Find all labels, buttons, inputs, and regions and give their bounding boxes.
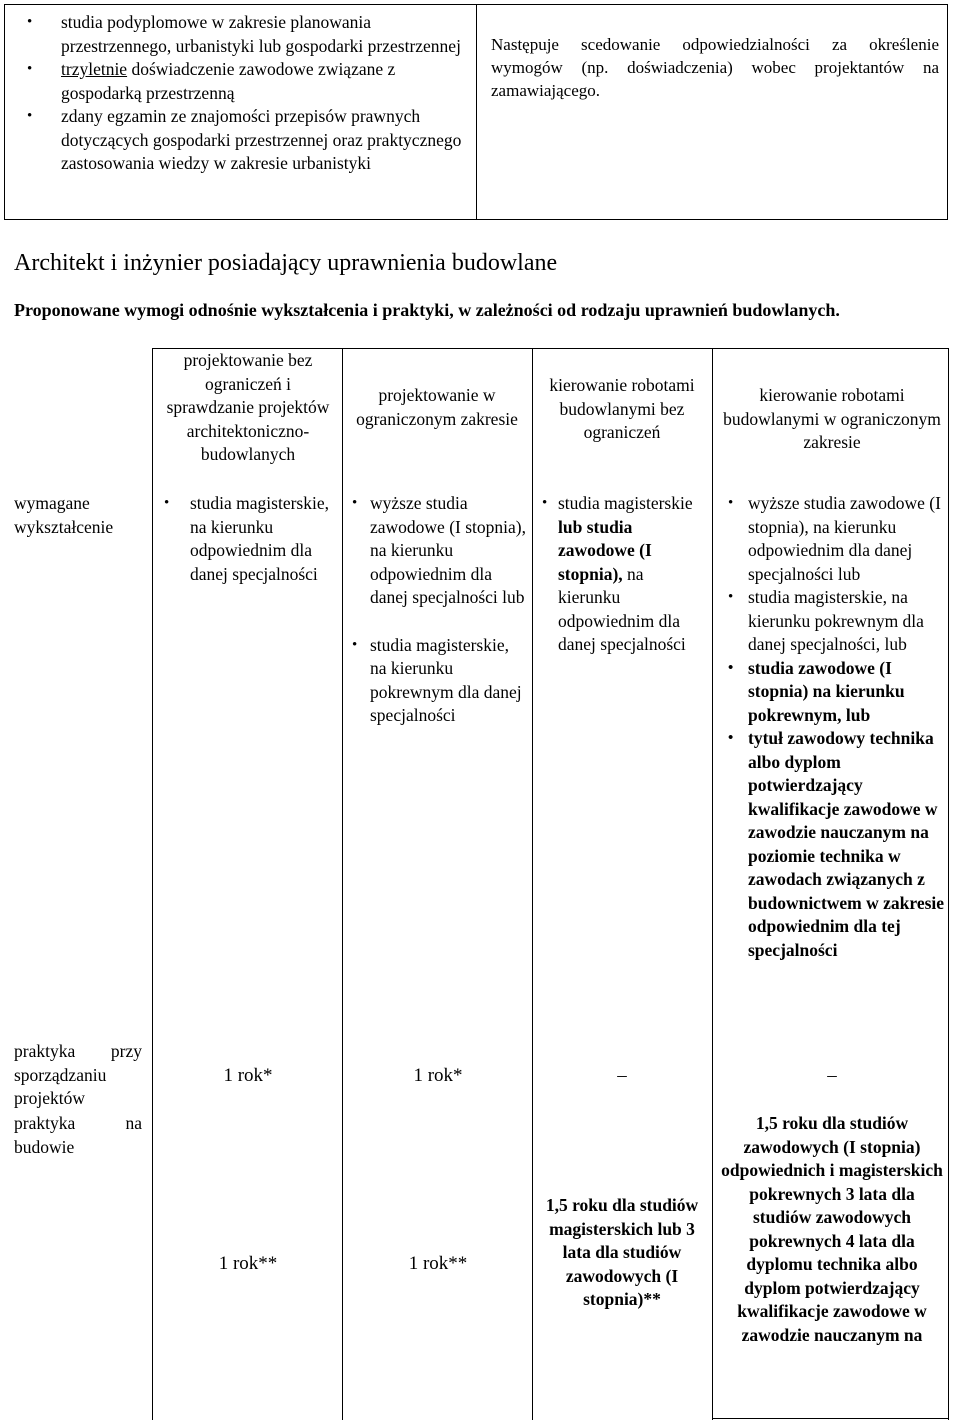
list-item xyxy=(160,492,336,586)
header-design-limited: projektowanie w ograniczonym zakresie xyxy=(356,385,518,429)
header-supervise-limited: kierowanie robotami budowlanymi w ograniczonym zakresie xyxy=(723,385,941,452)
list-item-text: doświadczenie zawodowe związane z gospodarką przestrzenną xyxy=(61,59,396,103)
list-item xyxy=(348,492,526,610)
edu-col3-list xyxy=(538,492,706,657)
list-item xyxy=(724,492,946,586)
table-border xyxy=(152,348,153,1420)
list-item-text: lub xyxy=(558,516,587,537)
site-practice-col1: 1 rok** xyxy=(218,1253,278,1274)
header-design-unlimited: projektowanie bez ograniczeń i sprawdzanie projektów architektoniczno-budowlanych xyxy=(166,350,330,464)
edu-col1-list xyxy=(160,492,336,586)
list-item xyxy=(15,105,465,176)
list-item xyxy=(15,58,465,105)
list-item-text: na kierunku odpowiednim dla danej specjalności xyxy=(558,563,686,654)
section-title: Architekt i inżynier posiadający uprawnienia budowlane xyxy=(14,250,558,276)
row-label-site-practice: praktyka na budowie xyxy=(14,1113,142,1157)
design-practice-col3: – xyxy=(617,1065,627,1086)
design-practice-col2: 1 rok* xyxy=(413,1065,463,1086)
list-item-text-bold: studia zawodowe (I stopnia), xyxy=(558,516,652,584)
list-item-text: studia magisterskie xyxy=(558,493,693,513)
table-border xyxy=(712,348,713,1420)
list-item xyxy=(348,634,526,728)
row-label-design-practice: praktyka przy sporządzaniu projektów xyxy=(14,1041,142,1108)
list-item-text: zdany egzamin ze znajomości przepisów prawnych dotyczących gospodarki przestrzennej oraz praktycznego zastosowania wiedzy w zakresie urbanistyki xyxy=(61,106,462,173)
list-item-text: wyższe studia zawodowe (I stopnia), na kierunku odpowiednim dla danej specjalności lub xyxy=(370,493,526,607)
table-border xyxy=(712,1418,948,1419)
site-practice-col4: 1,5 roku dla studiów zawodowych (I stopnia) odpowiednich i magisterskich pokrewnych 3 lata dla studiów zawodowych pokrewnych 4 lata dla dyplomu technika albo dyplom potwierdzający kwalifikacje zawodowe w zawodzie nauczanym na xyxy=(721,1113,943,1345)
design-practice-col4: – xyxy=(827,1065,837,1086)
list-item-text-bold: tytuł zawodowy technika albo dyplom potwierdzający kwalifikacje zawodowe w zawodzie nauczanym na poziomie technika w zawodach związanych z budownictwem w zakresie odpowiednim dla tej specjalności xyxy=(748,728,945,960)
edu-col2-list xyxy=(348,492,526,728)
underlined-word: trzyletnie xyxy=(61,59,128,79)
table-border xyxy=(532,348,533,1420)
site-practice-col3: 1,5 roku dla studiów magisterskich lub 3 lata dla studiów zawodowych (I stopnia)** xyxy=(545,1195,699,1309)
table-border xyxy=(342,348,343,1420)
header-supervise-unlimited: kierowanie robotami budowlanymi bez ograniczeń xyxy=(549,375,695,442)
list-item-text: studia magisterskie, na kierunku odpowiednim dla danej specjalności xyxy=(190,493,330,584)
list-item xyxy=(724,586,946,657)
design-practice-col1: 1 rok* xyxy=(223,1065,273,1086)
list-item-text: studia magisterskie, na kierunku pokrewnym dla danej specjalności, lub xyxy=(748,587,924,654)
top-table-right-text: Następuje scedowanie odpowiedzialności za określenie wymogów (np. doświadczenia) wobec projektantów na zamawiającego. xyxy=(491,35,939,100)
top-table xyxy=(4,4,948,220)
top-table-left-cell xyxy=(5,5,477,219)
edu-col4-list xyxy=(724,492,946,962)
list-item-text: studia magisterskie, na kierunku pokrewnym dla danej specjalności xyxy=(370,634,522,725)
list-item-text: wyższe studia zawodowe (I stopnia), na kierunku odpowiednim dla danej specjalności lub xyxy=(748,493,941,584)
proposal-text: Proponowane wymogi odnośnie wykształcenia i praktyki, w zależności od rodzaju uprawnień budowlanych. xyxy=(14,300,840,320)
site-practice-col2: 1 rok** xyxy=(408,1253,468,1274)
list-item xyxy=(538,492,706,657)
list-item xyxy=(724,727,946,962)
list-item-text: studia podyplomowe w zakresie planowania przestrzennego, urbanistyki lub gospodarki przestrzennej xyxy=(61,12,461,56)
list-item xyxy=(724,657,946,728)
row-label-education: wymagane wykształcenie xyxy=(14,493,114,537)
list-item xyxy=(15,11,465,58)
table-border xyxy=(948,348,949,1420)
top-table-left-list xyxy=(15,11,465,176)
list-item-text-bold: studia zawodowe (I stopnia) na kierunku pokrewnym, lub xyxy=(748,657,905,725)
